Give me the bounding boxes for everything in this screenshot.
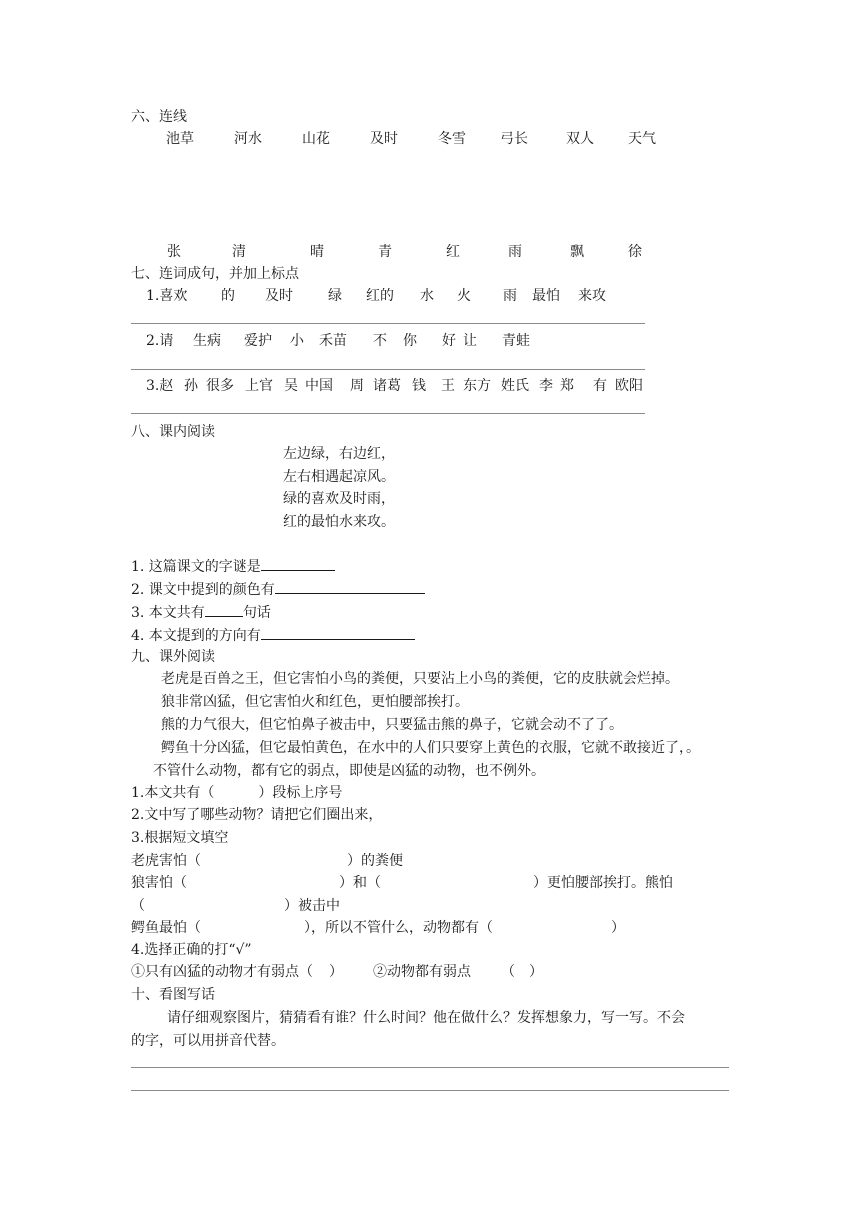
question-text: 2. 课文中提到的颜色有 <box>131 582 275 598</box>
section-7-title: 七、连词成句，并加上标点 <box>131 266 299 282</box>
word: 李 <box>539 378 553 394</box>
match-word: 河水 <box>234 131 262 147</box>
paragraph: 狼非常凶猛，但它害怕火和红色，更怕腰部挨打。 <box>161 694 469 710</box>
fill-line-2 <box>131 874 673 892</box>
question-text: 1. 这篇课文的字谜是 <box>131 559 261 575</box>
writing-line[interactable] <box>131 1090 729 1091</box>
choice-text: （ <box>501 964 515 980</box>
word: 东方 <box>463 378 491 394</box>
choice-text: ②动物都有弱点 <box>373 964 471 980</box>
word: 周 <box>350 378 364 394</box>
fill-text: （ <box>131 898 145 914</box>
fill-text: ） <box>611 920 625 936</box>
question-8-2 <box>131 579 425 599</box>
question-text: 3. 本文共有 <box>131 605 205 621</box>
word: 绿 <box>328 288 342 304</box>
fill-line-3 <box>131 897 340 915</box>
match-char: 张 <box>167 244 181 260</box>
word: 火 <box>457 288 471 304</box>
paragraph: 老虎是百兽之王，但它害怕小鸟的粪便，只要沾上小鸟的粪便，它的皮肤就会烂掉。 <box>161 671 679 687</box>
answer-line[interactable] <box>131 323 645 324</box>
paragraph: 不管什么动物，都有它的弱点，即使是凶猛的动物，也不例外。 <box>153 763 545 779</box>
answer-line[interactable] <box>131 369 645 370</box>
word: 吴 <box>284 378 298 394</box>
question-text: 1.本文共有（ <box>131 785 215 801</box>
question-text: 4. 本文提到的方向有 <box>131 628 261 644</box>
word: 王 <box>441 378 455 394</box>
word: 不 <box>373 333 387 349</box>
fill-text: ）和（ <box>339 875 381 891</box>
question-9-2: 2.文中写了哪些动物？请把它们圈出来， <box>131 807 383 823</box>
match-word: 及时 <box>370 131 398 147</box>
choice-text: ①只有凶猛的动物才有弱点（ <box>131 964 313 980</box>
answer-line[interactable] <box>131 413 645 414</box>
instruction-line: 的字，可以用拼音代替。 <box>131 1033 285 1049</box>
match-char: 飘 <box>570 244 584 260</box>
word: 有 <box>593 378 607 394</box>
word: 禾苗 <box>319 333 347 349</box>
instruction-line: 请仔细观察图片，猜猜看有谁？什么时间？他在做什么？发挥想象力，写一写。不会 <box>167 1010 685 1026</box>
choice-line <box>131 963 543 981</box>
word: 1.喜欢 <box>146 288 188 304</box>
poem-line: 绿的喜欢及时雨， <box>283 491 395 507</box>
match-word: 天气 <box>628 131 656 147</box>
word: 爱护 <box>244 333 272 349</box>
fill-text: 鳄鱼最怕（ <box>131 920 201 936</box>
fill-text: ）被击中 <box>284 898 340 914</box>
answer-blank[interactable] <box>261 556 335 571</box>
match-word: 山花 <box>302 131 330 147</box>
word: 好 <box>442 333 456 349</box>
answer-blank[interactable] <box>205 602 243 617</box>
word: 3.赵 <box>146 378 174 394</box>
paragraph: 熊的力气很大，但它怕鼻子被击中，只要猛击熊的鼻子，它就会动不了了。 <box>161 717 623 733</box>
answer-blank[interactable] <box>261 625 415 640</box>
match-char: 红 <box>446 244 460 260</box>
word: 小 <box>290 333 304 349</box>
word: 郑 <box>560 378 574 394</box>
word: 生病 <box>193 333 221 349</box>
fill-text: ）更怕腰部挨打。熊怕 <box>533 875 673 891</box>
match-word: 弓长 <box>500 131 528 147</box>
word: 欧阳 <box>615 378 643 394</box>
match-char: 青 <box>378 244 392 260</box>
word: 红的 <box>366 288 394 304</box>
word: 及时 <box>265 288 293 304</box>
question-text-end: 句话 <box>242 605 271 621</box>
question-8-4 <box>131 625 415 645</box>
writing-line[interactable] <box>131 1067 729 1068</box>
section-10-title: 十、看图写话 <box>131 987 215 1003</box>
match-char: 徐 <box>628 244 642 260</box>
word: 青蛙 <box>502 333 530 349</box>
question-8-3 <box>131 602 271 622</box>
word: 水 <box>420 288 434 304</box>
word: 钱 <box>412 378 426 394</box>
question-8-1 <box>131 556 335 576</box>
word: 让 <box>463 333 477 349</box>
word: 孙 <box>184 378 198 394</box>
word: 很多 <box>206 378 234 394</box>
match-char: 清 <box>232 244 246 260</box>
question-9-3: 3.根据短文填空 <box>131 830 229 846</box>
word: 姓氏 <box>501 378 529 394</box>
word: 最怕 <box>532 288 560 304</box>
word: 诸葛 <box>373 378 401 394</box>
word: 雨 <box>503 288 517 304</box>
match-word: 双人 <box>566 131 594 147</box>
poem-line: 左右相遇起凉风。 <box>283 469 395 485</box>
question-text-end: ）段标上序号 <box>258 785 343 801</box>
question-9-4: 4.选择正确的打“√” <box>131 942 252 958</box>
word: 的 <box>221 288 235 304</box>
fill-text: 狼害怕（ <box>131 875 187 891</box>
word: 上官 <box>245 378 273 394</box>
fill-text: ）的粪便 <box>347 853 403 869</box>
fill-line-1 <box>131 852 403 870</box>
match-char: 晴 <box>310 244 324 260</box>
word: 2.请 <box>146 333 174 349</box>
choice-text: ） <box>529 964 543 980</box>
section-8-title: 八、课内阅读 <box>131 424 215 440</box>
answer-blank[interactable] <box>275 579 425 594</box>
poem-line: 左边绿，右边红， <box>283 446 395 462</box>
fill-text: ），所以不管什么，动物都有（ <box>304 920 493 936</box>
word: 中国 <box>305 378 333 394</box>
paragraph: 鳄鱼十分凶猛，但它最怕黄色，在水中的人们只要穿上黄色的衣服，它就不敢接近了，。 <box>161 740 700 756</box>
word: 你 <box>403 333 417 349</box>
match-char: 雨 <box>508 244 522 260</box>
match-word: 冬雪 <box>438 131 466 147</box>
word: 来攻 <box>578 288 606 304</box>
fill-line-4 <box>131 919 625 937</box>
choice-text: ） <box>329 964 343 980</box>
question-9-1 <box>131 784 342 802</box>
section-6-title: 六、连线 <box>131 109 187 125</box>
poem-line: 红的最怕水来攻。 <box>283 514 395 530</box>
section-9-title: 九、课外阅读 <box>131 649 215 665</box>
fill-text: 老虎害怕（ <box>131 853 201 869</box>
match-word: 池草 <box>166 131 194 147</box>
